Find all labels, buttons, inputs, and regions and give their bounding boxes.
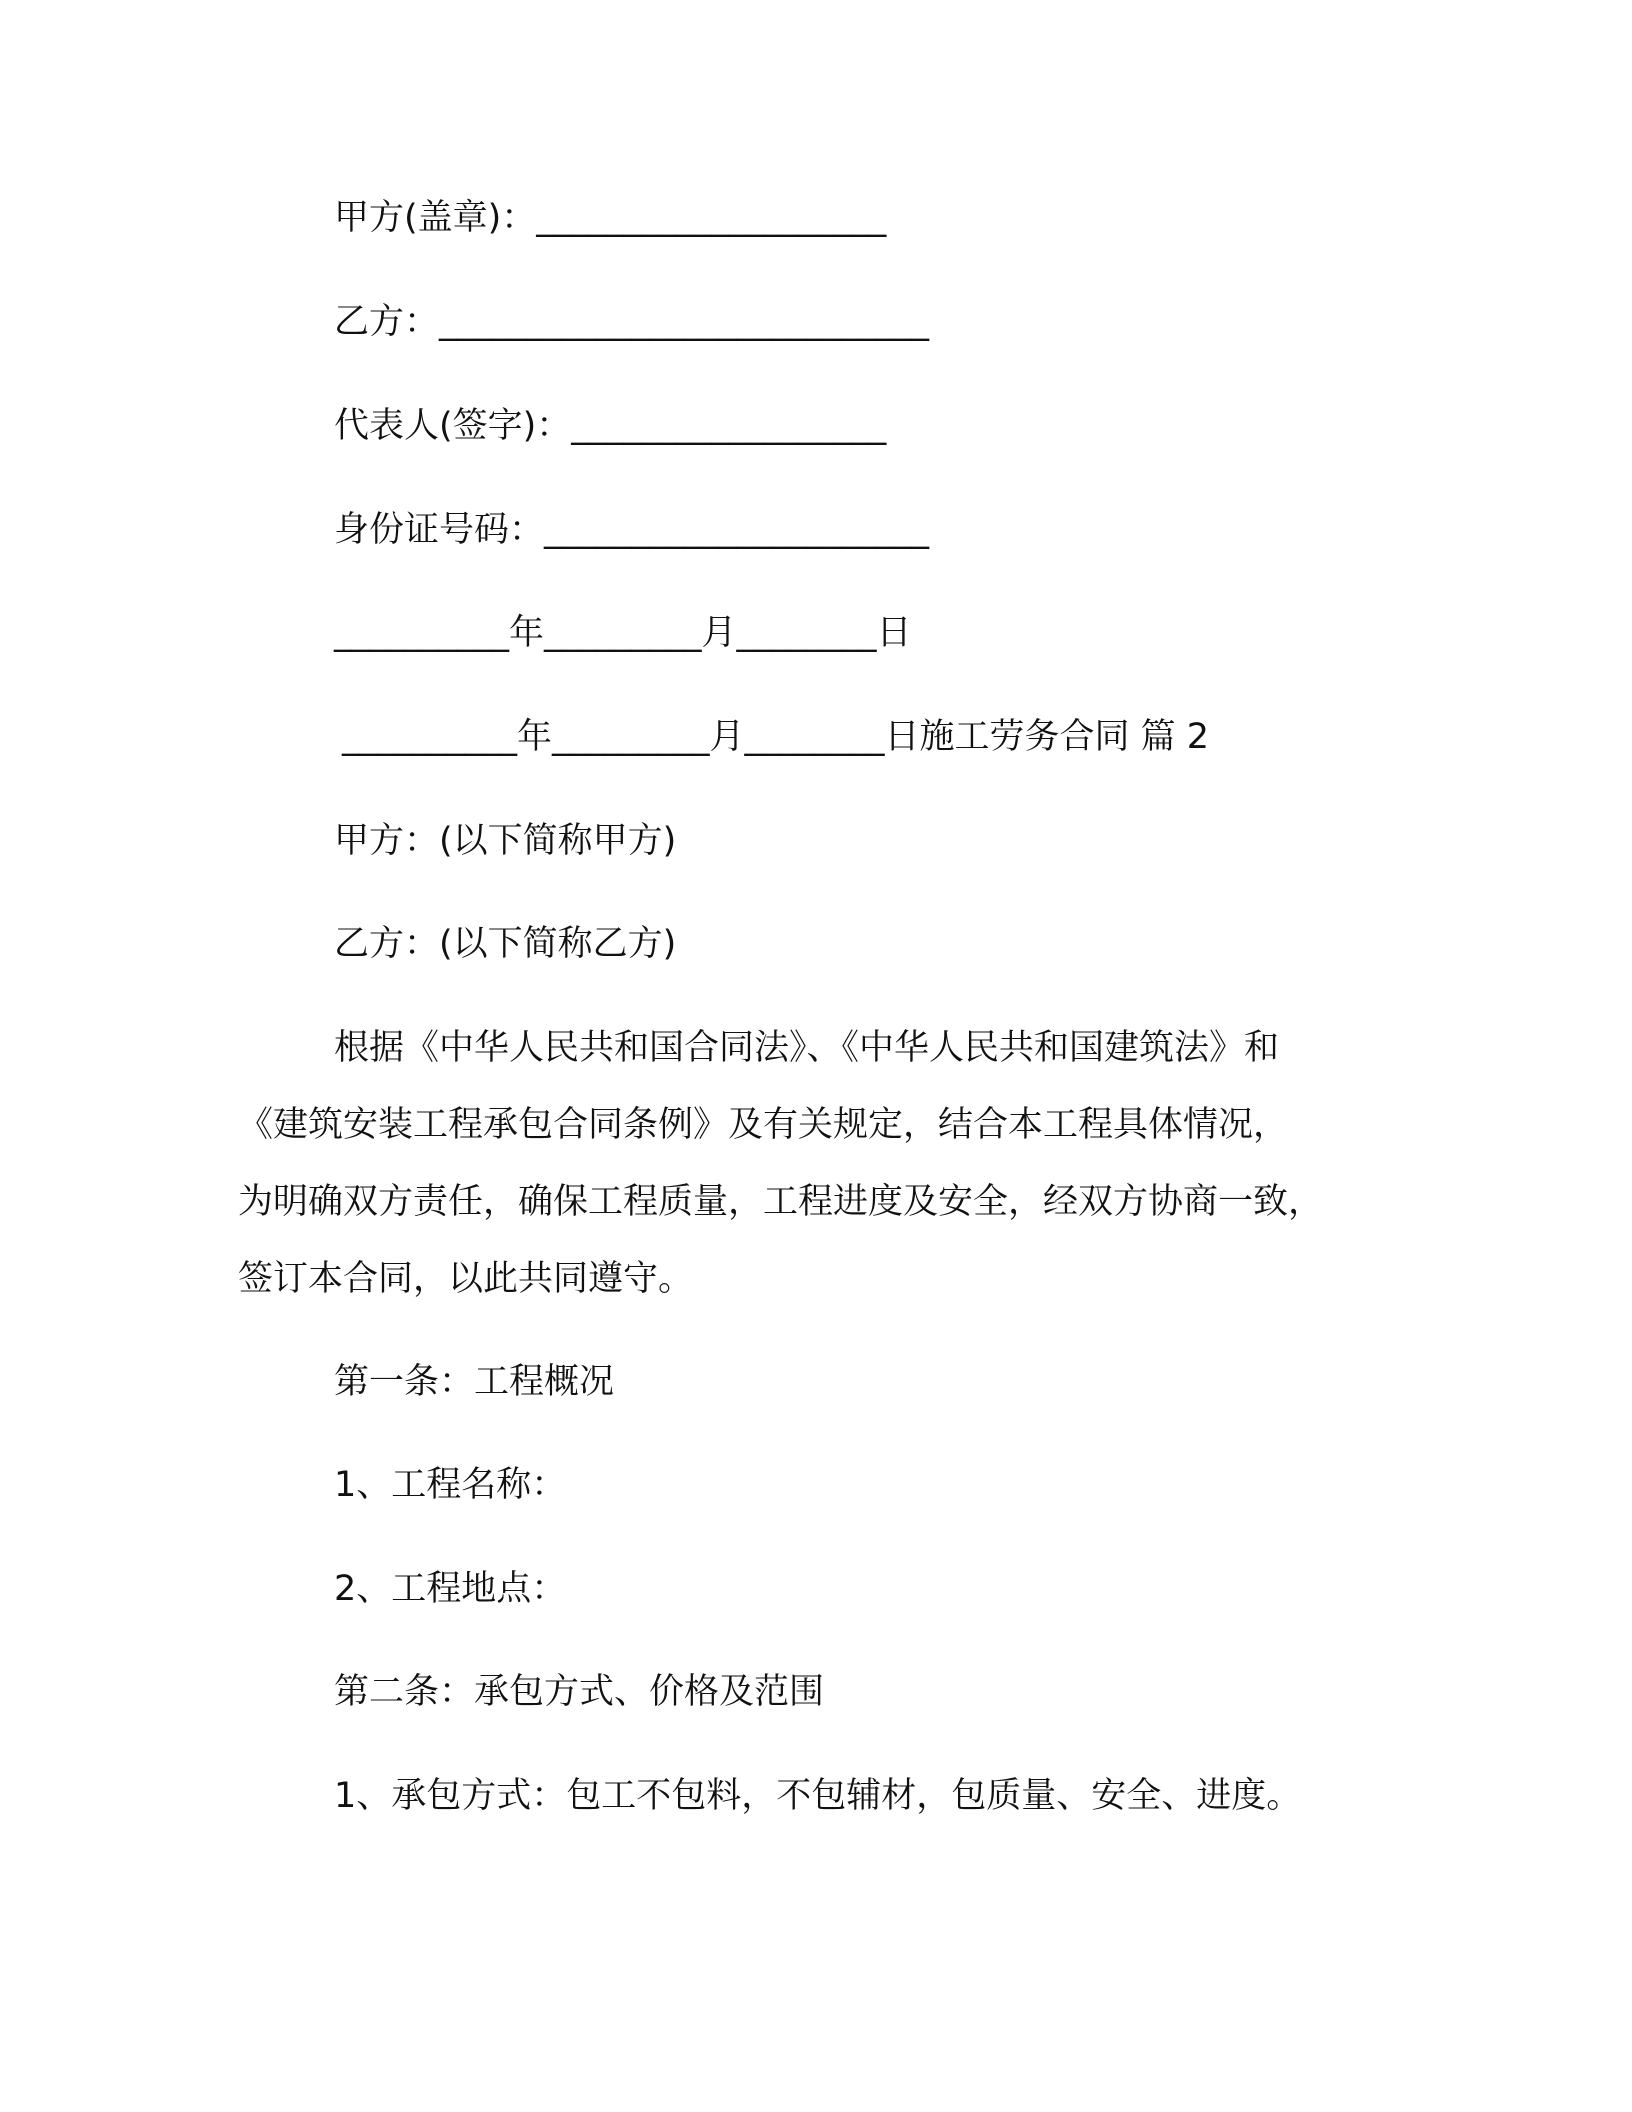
article-1-title: 第一条：工程概况 bbox=[334, 1362, 615, 1402]
contract-title-line: __________年_________月________日施工劳务合同 篇 2 bbox=[342, 717, 1210, 757]
party-a-seal-line: 甲方(盖章)：____________________ bbox=[334, 198, 887, 238]
article-1-item-2: 2、工程地点： bbox=[334, 1569, 567, 1609]
article-1-item-1: 1、工程名称： bbox=[334, 1465, 567, 1505]
article-2-item-1: 1、承包方式：包工不包料，不包辅材，包质量、安全、进度。 bbox=[334, 1776, 1302, 1816]
party-b-line: 乙方：____________________________ bbox=[334, 302, 930, 342]
contract-party-b: 乙方：(以下简称乙方) bbox=[334, 924, 677, 964]
preamble-line-1: 根据《中华人民共和国合同法》、《中华人民共和国建筑法》和 bbox=[334, 1028, 1280, 1068]
date-line: __________年_________月________日 bbox=[334, 613, 912, 653]
contract-party-a: 甲方：(以下简称甲方) bbox=[334, 821, 677, 861]
preamble-line-2: 《建筑安装工程承包合同条例》及有关规定，结合本工程具体情况， bbox=[238, 1105, 1289, 1145]
representative-line: 代表人(签字)：__________________ bbox=[334, 406, 887, 446]
article-2-title: 第二条：承包方式、价格及范围 bbox=[334, 1672, 825, 1712]
preamble-line-3: 为明确双方责任，确保工程质量，工程进度及安全，经双方协商一致， bbox=[238, 1182, 1324, 1222]
preamble-line-4: 签订本合同，以此共同遵守。 bbox=[238, 1259, 694, 1299]
id-number-line: 身份证号码：______________________ bbox=[334, 510, 930, 550]
